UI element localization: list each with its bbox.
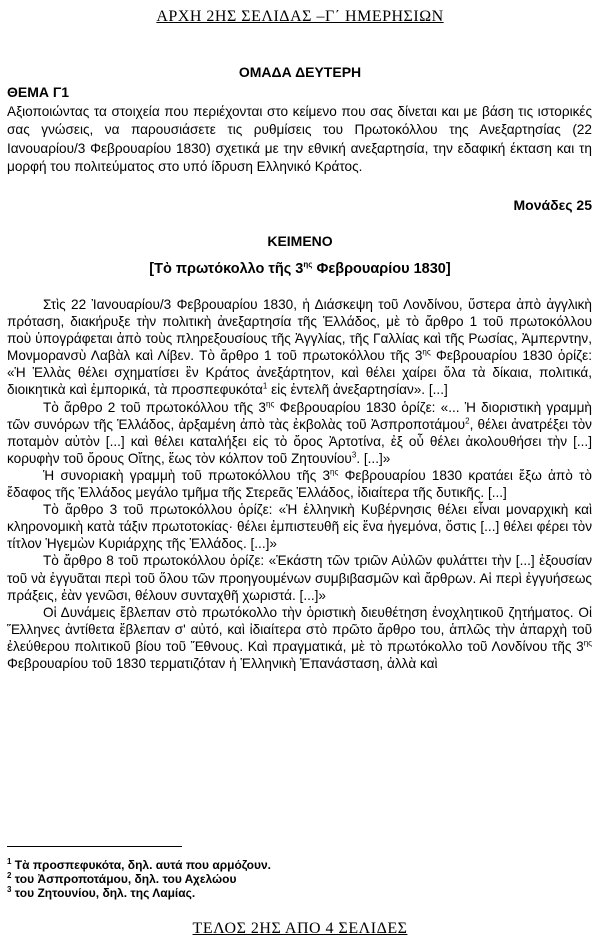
source-text — [7, 296, 592, 672]
group-title: ΟΜΑΔΑ ΔΕΥΤΕΡΗ — [238, 64, 362, 80]
page-footer: ΤΕΛΟΣ 2ΗΣ ΑΠΟ 4 ΣΕΛΙΔΕΣ — [192, 920, 408, 937]
footnote: $^3$ του Ζητουνίου, δηλ. της Λαμίας. — [7, 885, 196, 900]
task-text: Αξιοποιώντας τα στοιχεία που περιέχονται στο κείμενο που σας δίνεται και με βάση τις ιστορικές σας γνώσεις, να παρουσιάσετε τις ρυθμίσεις του Πρωτοκόλλου της Ανεξαρτησίας (22 Ιανουαρίου/3 Φεβρουαρίου 1830) σχετικά με την εθνική ανεξαρτησία, την εδαφική έκταση και τη μορφή του πολιτεύματος στο υπό ίδρυση Ελληνικό Κράτος. — [7, 104, 592, 174]
document-title: [Τὸ πρωτόκολλο τῆς $3^{\eta\varsigma}$ Φεβρουαρίου 1830] — [149, 260, 451, 277]
footnotes — [7, 858, 271, 900]
footnote-divider — [7, 846, 182, 847]
paragraph: Τὸ ἄρθρο 8 τοῦ πρωτοκόλλου ὁρίζε: «Ἑκάστη τῶν τριῶν Αὐλῶν φυλάττει τὴν [...] ἐξουσίαν τοῦ νὰ ἐγγυᾶται περὶ τοῦ ὅλου τῶν προηγουμένων συμβιβασμῶν καὶ ἄρθρων. Αἱ περὶ ἐγγυήσεως πράξεις, ἐὰν γενῶσι, θέλουν συνταχθῆ χωριστά. [...]» — [7, 553, 592, 603]
paragraph: Στὶς 22 Ἰανουαρίου/3 Φεβρουαρίου 1830, ἡ Διάσκεψη τοῦ Λονδίνου, ὕστερα ἀπὸ ἀγγλικὴ πρόταση, διακήρυξε τὴν πολιτικὴ ἀνεξαρτησία τῆς Ἑλλάδος, μὲ τὸ ἄρθρο 1 τοῦ πρωτοκόλλου ποὺ ὑπογράφεται ἀπὸ τοὺς πληρεξουσίους τῆς Ἀγγλίας, τῆς Γαλλίας καὶ τῆς Ρωσίας, Ἀμπερντην, Μονμορανσὺ Λαβὰλ καὶ Λίβεν. Τὸ ἄρθρο 1 τοῦ πρωτοκόλλου τῆς $3^{\eta\varsigma}$ Φεβρουαρίου 1830 ὁρίζε: «Ἡ Ἑλλὰς θέλει σχηματίσει ἓν Κράτος ἀνεξάρτητον, καὶ θέλει χαίρει ὅλα τὰ δίκαια, πολιτικά, διοικητικὰ καὶ ἐμπορικά, τὰ προσπεφυκότα$^1$ εἰς ἐντελῆ ἀνεξαρτησίαν». [...] — [7, 297, 592, 398]
text-title: ΚΕΙΜΕΝΟ — [267, 233, 333, 249]
theme-title: ΘΕΜΑ Γ1 — [7, 84, 70, 100]
footnote: $^1$ Τὰ προσπεφυκότα, δηλ. αυτά που αρμόζουν. — [7, 857, 271, 872]
paragraph: Τὸ ἄρθρο 2 τοῦ πρωτοκόλλου τῆς $3^{\eta\varsigma}$ Φεβρουαρίου 1830 ὁρίζε: «... Ἡ διοριστικὴ γραμμὴ τῶν συνόρων τῆς Ἑλλάδος, ἀρξαμένη ἀπὸ τὰς ἐκβολὰς τοῦ Ἀσπροποτάμου$^2$, θέλει ἀνατρέξει τὸν ποταμὸν αὐτὸν [...] καὶ θέλει καταλήξει εἰς τὸ ὄρος Ἀρτοτίνα, ἐξ οὗ θέλει ἀκολουθήσει τὴν [...] κορυφὴν τοῦ ὄρους Οἴτης, ἕως τὸν κόλπον τοῦ Ζητουνίου$^3$. [...]» — [7, 399, 592, 466]
paragraph: Ἡ συνοριακὴ γραμμὴ τοῦ πρωτοκόλλου τῆς $3^{\eta\varsigma}$ Φεβρουαρίου 1830 κρατάει ἔξω ἀπὸ τὸ ἔδαφος τῆς Ἑλλάδος μεγάλο τμῆμα τῆς Στερεᾶς Ἑλλάδος, ἰδιαίτερα τῆς δυτικῆς. [...] — [7, 467, 592, 501]
paragraph: Οἱ Δυνάμεις ἔβλεπαν στὸ πρωτόκολλο τὴν ὁριστικὴ διευθέτηση ἐνοχλητικοῦ ζητήματος. Οἱ Ἕλληνες ἀντίθετα ἔβλεπαν σ' αὐτό, καὶ ἰδιαίτερα στὸ πρῶτο ἄρθρο του, ἁπλῶς τὴν ἀπαρχὴ τοῦ ἐλεύθερου πολιτικοῦ βίου τοῦ Ἔθνους. Καὶ πραγματικά, μὲ τὸ πρωτόκολλο τοῦ Λονδίνου τῆς $3^{\eta\varsigma}$ Φεβρουαρίου τοῦ 1830 τερματιζόταν ἡ Ἑλληνικὴ Ἐπανάσταση, ἀλλὰ καὶ — [7, 604, 592, 671]
footnote: $^2$ του Ἀσπροποτάμου, δηλ. του Αχελώου — [7, 871, 237, 886]
units-label: Μονάδες 25 — [513, 197, 592, 213]
page-header: ΑΡΧΗ 2ΗΣ ΣΕΛΙΔΑΣ –Γ΄ ΗΜΕΡΗΣΙΩΝ — [156, 8, 444, 25]
paragraph: Τὸ ἄρθρο 3 τοῦ πρωτοκόλλου ὁρίζε: «Ἡ ἑλληνικὴ Κυβέρνησις θέλει εἶναι μοναρχικὴ καὶ κληρονομικὴ κατὰ τάξιν πρωτοτοκίας· θέλει ἐμπιστευθῆ εἰς ἕνα ἡγεμόνα, ὅστις [...] θέλει φέρει τὸν τίτλον Ἡγεμὼν Κυριάρχης τῆς Ἑλλάδος. [...]» — [7, 502, 592, 552]
